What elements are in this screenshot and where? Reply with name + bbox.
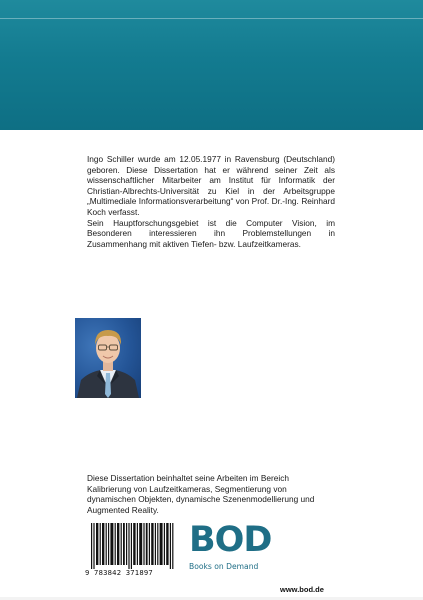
biography-paragraph-2: Sein Hauptforschungsgebiet ist die Computer Vision, im Besonderen interessieren ihn Problemstellungen in Zusammenhang mit aktiven Tiefen- bzw. Laufzeitkameras. — [87, 217, 335, 249]
barcode-bars — [87, 523, 179, 569]
barcode-number: 9 783842 371897 — [85, 568, 153, 577]
author-photo-image — [75, 318, 141, 398]
dissertation-summary: Diese Dissertation beinhaltet seine Arbeiten im Bereich Kalibrierung von Laufzeitkameras, Segmentierung von dynamischen Objekten, dynamische Szenenmodellierung und Augmented Reality. — [87, 473, 315, 515]
author-biography — [87, 154, 335, 249]
isbn-barcode — [87, 523, 179, 578]
publisher-website: www.bod.de — [280, 585, 324, 594]
publisher-logo-letters: BOD — [189, 520, 272, 560]
banner-divider — [0, 18, 423, 19]
publisher-logo — [189, 520, 272, 573]
publisher-tagline: Books on Demand — [189, 562, 259, 571]
biography-paragraph-1: Ingo Schiller wurde am 12.05.1977 in Ravensburg (Deutschland) geboren. Diese Dissertation hat er während seiner Zeit als wissenschaftlicher Mitarbeiter am Institut für Informatik der Christian-Albrechts-Universität zu Kiel in der Arbeitsgruppe „Multimediale Informationsverarbeitung“ von Prof. Dr.-Ing. Reinhard Koch verfasst. — [87, 154, 335, 217]
author-photo — [75, 318, 141, 398]
cover-banner — [0, 0, 423, 130]
